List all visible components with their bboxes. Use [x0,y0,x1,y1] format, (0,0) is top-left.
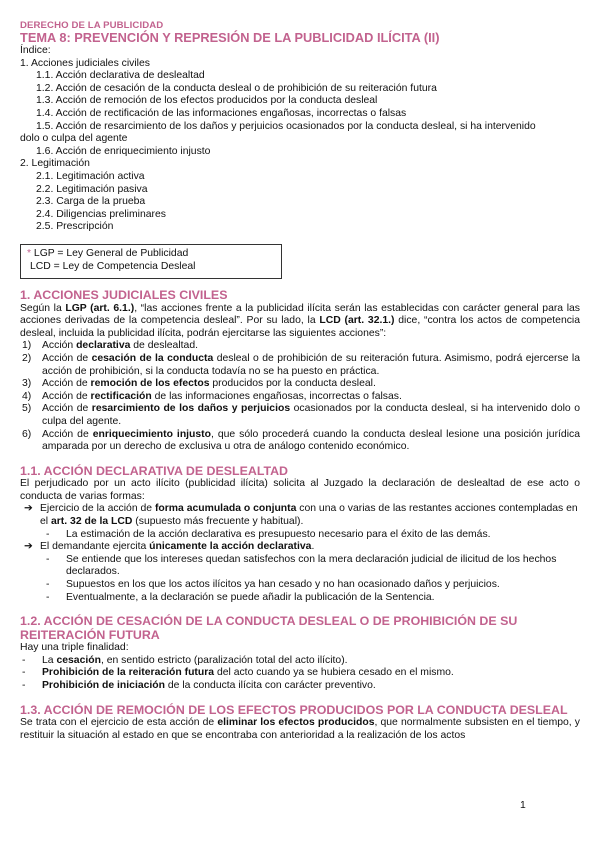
toc-item: 2. Legitimación [20,158,90,170]
toc-item: 2.1. Legitimación activa [36,170,145,182]
asterisk: * [27,247,32,259]
list-item: - Prohibición de la reiteración futura del acto cuando ya se hubiera cesado en el mismo. [22,667,454,679]
section-heading: 1.2. ACCIÓN DE CESACIÓN DE LA CONDUCTA DESLEAL O DE PROHIBICIÓN DE SU REITERACIÓN FUTURA [20,614,518,642]
list-item: 2) Acción de cesación de la conducta desleal o de prohibición de su reiteración futura. Asimismo, podrá ejercerse la acción de prohibición, si la conducta todavía no se ha puesto en práctica. [22,352,580,377]
toc-item: 2.5. Prescripción [36,221,114,233]
list-item: - La cesación, en sentido estricto (paralización total del acto ilícito). [22,654,348,666]
list-item: - Prohibición de iniciación de la conducta ilícita con carácter preventivo. [22,679,376,691]
legend-line: LCD = Ley de Competencia Desleal [30,260,196,272]
list-item: 5) Acción de resarcimiento de los daños y perjuicios ocasionados por la conducta desleal, si ha intervenido dolo o culpa del agente. [22,403,580,427]
toc-item: 2.3. Carga de la prueba [36,196,146,208]
abbreviations-box [20,244,282,279]
toc-item: dolo o culpa del agente [20,133,128,145]
table-of-contents [20,45,580,234]
paragraph: Se trata con el ejercicio de esta acción de eliminar los efectos producidos, que normalmente subsisten en el tiempo, y restituir la situación al estado en que se encontraba con anterioridad a la realización de los actos [20,717,580,741]
section-heading: 1.3. ACCIÓN DE REMOCIÓN DE LOS EFECTOS PRODUCIDOS POR LA CONDUCTA DESLEAL [20,702,568,717]
page-number: 1 [520,800,526,811]
toc-item: 1.4. Acción de rectificación de las informaciones engañosas, incorrectas o falsas [36,107,407,119]
list-item: 1) Acción declarativa de deslealtad. [22,340,198,352]
section-heading: 1.1. ACCIÓN DECLARATIVA DE DESLEALTAD [20,463,289,478]
list-item: 6) Acción de enriquecimiento injusto, que sólo procederá cuando la conducta desleal lesione una posición jurídica amparada por un derecho de exclusiva u otra de análogo contenido económico. [22,428,580,453]
document-page [20,20,580,742]
legend-line: * LGP = Ley General de Publicidad [27,247,189,259]
toc-item: 2.4. Diligencias preliminares [36,208,166,220]
toc-label: Índice: [20,45,51,56]
toc-item: 1.6. Acción de enriquecimiento injusto [36,145,211,157]
paragraph: Según la LGP (art. 6.1.), “las acciones frente a la publicidad ilícita serán las establecidas con carácter general para las acciones derivadas de la competencia desleal”. Por su lado, la LCD (art. 32.1.) dice, “contra los actos de competencia desleal, incluida la publicidad ilícita, podrán ejercitarse las siguientes acciones”: [20,302,581,339]
list-item: 3) Acción de remoción de los efectos producidos por la conducta desleal. [22,378,376,390]
sub-list-item: - Eventualmente, a la declaración se puede añadir la publicación de la Sentencia. [46,591,435,603]
list-item: 4) Acción de rectificación de las informaciones engañosas, incorrectas o falsas. [22,390,402,402]
toc-item: 1.3. Acción de remoción de los efectos producidos por la conducta desleal [36,95,378,107]
arrow-icon: ➔ [24,541,33,553]
sub-list-item: - La estimación de la acción declarativa es presupuesto necesario para el éxito de las demás. [46,528,491,540]
paragraph: Hay una triple finalidad: [20,642,129,654]
toc-item: 1. Acciones judiciales civiles [20,57,150,69]
topic-title: TEMA 8: PREVENCIÓN Y REPRESIÓN DE LA PUBLICIDAD ILÍCITA (II) [20,30,440,45]
toc-item: 1.1. Acción declarativa de deslealtad [36,70,205,82]
section-heading: 1. ACCIONES JUDICIALES CIVILES [20,288,228,303]
toc-item: 1.5. Acción de resarcimiento de los daños y perjuicios ocasionados por la conducta desleal, si ha intervenido [36,120,536,132]
sub-list-item: - Se entiende que los intereses quedan satisfechos con la mera declaración judicial de ilicitud de los hechos declarados. [46,553,557,578]
course-title: DERECHO DE LA PUBLICIDAD [20,20,164,31]
sub-list-item: - Supuestos en los que los actos ilícitos ya han cesado y no han ocasionado daños y perjuicios. [46,578,500,590]
toc-item: 1.2. Acción de cesación de la conducta desleal o de prohibición de su reiteración futura [36,82,437,94]
toc-item: 2.2. Legitimación pasiva [36,183,148,195]
paragraph: El perjudicado por un acto ilícito (publicidad ilícita) solicita al Juzgado la declaración de deslealtad de ese acto o conducta de varias formas: [20,478,580,502]
list-item: ➔ El demandante ejercita únicamente la acción declarativa. [20,541,580,554]
list-item: ➔ Ejercicio de la acción de forma acumulada o conjunta con una o varias de las restantes acciones contempladas en el art. 32 de la LCD (supuesto más frecuente y habitual). [20,503,580,528]
arrow-icon: ➔ [24,503,33,515]
